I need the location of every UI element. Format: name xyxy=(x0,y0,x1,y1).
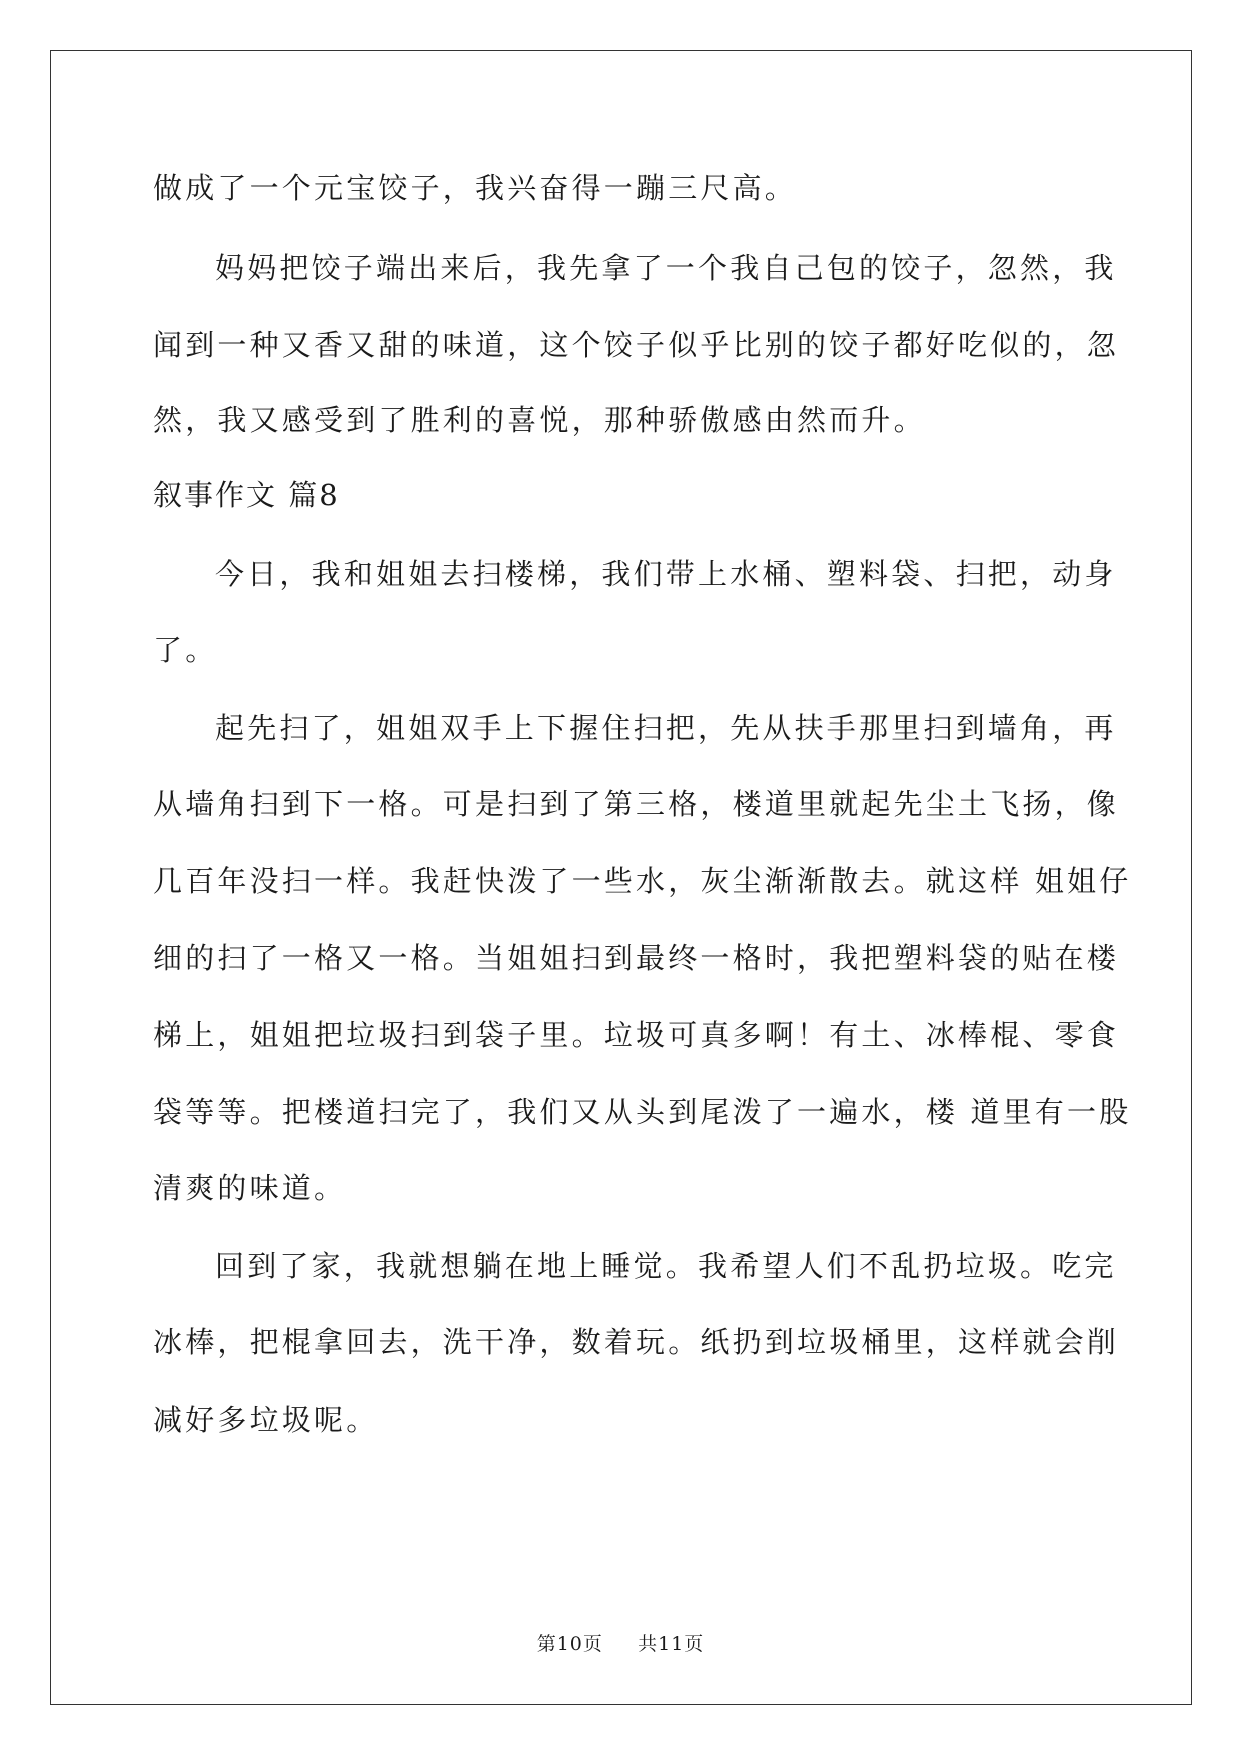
page-footer xyxy=(0,1632,1241,1656)
paragraph-line: 回到了家，我就想躺在地上睡觉。我希望人们不乱扔垃圾。吃完 xyxy=(215,1249,1117,1283)
paragraph-line: 从墙角扫到下一格。可是扫到了第三格，楼道里就起先尘土飞扬，像 xyxy=(153,787,1120,821)
paragraph-line: 做成了一个元宝饺子，我兴奋得一蹦三尺高。 xyxy=(153,171,798,205)
paragraph-line: 清爽的味道。 xyxy=(153,1171,347,1205)
page-number: 第10页 xyxy=(536,1633,603,1655)
section-heading: 叙事作文 篇8 xyxy=(153,478,340,512)
paragraph-line: 然，我又感受到了胜利的喜悦，那种骄傲感由然而升。 xyxy=(153,403,926,437)
paragraph-line: 了。 xyxy=(153,633,218,667)
paragraph-line: 今日，我和姐姐去扫楼梯，我们带上水桶、塑料袋、扫把，动身 xyxy=(215,557,1117,591)
paragraph-line: 袋等等。把楼道扫完了，我们又从头到尾泼了一遍水，楼 道里有一股 xyxy=(153,1095,1132,1129)
paragraph-line: 起先扫了，姐姐双手上下握住扫把，先从扶手那里扫到墙角，再 xyxy=(215,711,1117,745)
page-total: 共11页 xyxy=(638,1633,705,1655)
paragraph-line: 妈妈把饺子端出来后，我先拿了一个我自己包的饺子，忽然，我 xyxy=(215,251,1117,285)
paragraph-line: 减好多垃圾呢。 xyxy=(153,1403,379,1437)
paragraph-line: 冰棒，把棍拿回去，洗干净，数着玩。纸扔到垃圾桶里，这样就会削 xyxy=(153,1325,1120,1359)
paragraph-line: 细的扫了一格又一格。当姐姐扫到最终一格时，我把塑料袋的贴在楼 xyxy=(153,941,1120,975)
paragraph-line: 闻到一种又香又甜的味道，这个饺子似乎比别的饺子都好吃似的，忽 xyxy=(153,328,1120,362)
paragraph-line: 几百年没扫一样。我赶快泼了一些水，灰尘渐渐散去。就这样 姐姐仔 xyxy=(153,864,1132,898)
paragraph-line: 梯上，姐姐把垃圾扫到袋子里。垃圾可真多啊！有土、冰棒棍、零食 xyxy=(153,1018,1120,1052)
